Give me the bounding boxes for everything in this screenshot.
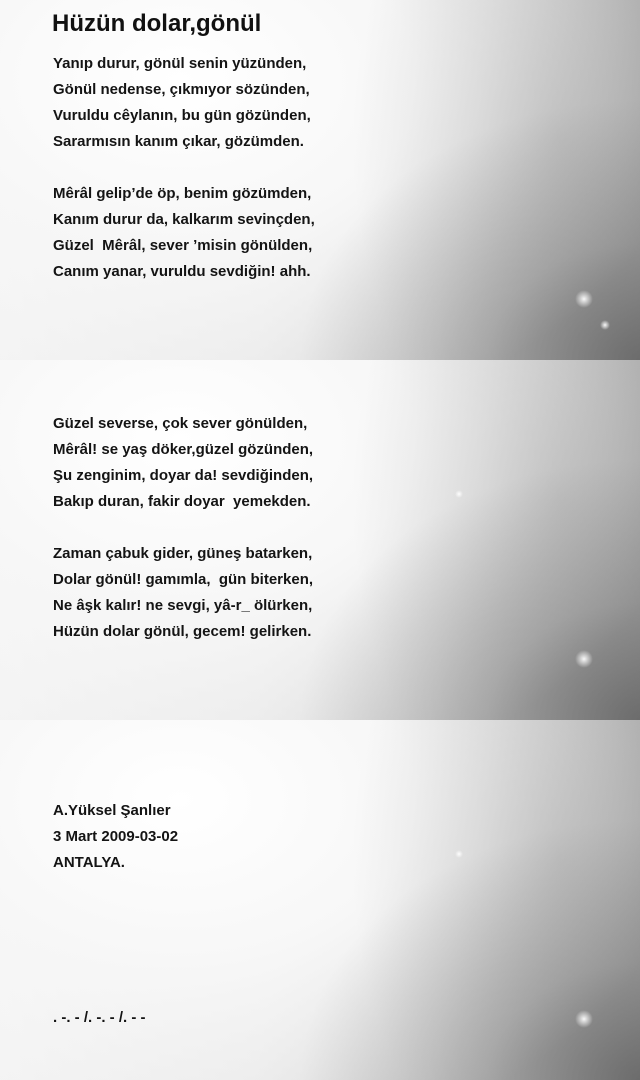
poem-line: Kanım durur da, kalkarım sevinçden, [53, 211, 315, 228]
page-panel-1 [0, 0, 640, 360]
poem-line: Şu zenginim, doyar da! sevdiğinden, [53, 467, 314, 484]
signature-block [53, 798, 178, 876]
sparkle-decoration [575, 1010, 593, 1028]
poem-title: Hüzün dolar,gönül [52, 10, 262, 37]
poem-line: Mêrâl gelip’de öp, benim gözümden, [53, 185, 312, 202]
poem-line: Gönül nedense, çıkmıyor sözünden, [53, 81, 310, 98]
poem-line: Yanıp durur, gönül senin yüzünden, [53, 55, 307, 72]
sparkle-decoration [455, 490, 463, 498]
poem-line: Mêrâl! se yaş döker,güzel gözünden, [53, 441, 314, 458]
poem-line: Sararmısın kanım çıkar, gözümden. [53, 133, 304, 150]
author-name: A.Yüksel Şanlıer [53, 802, 171, 819]
sparkle-decoration [455, 850, 463, 858]
stanza-1 [53, 51, 311, 155]
footer-mark: . -. - /. -. - /. - - [53, 1009, 146, 1026]
poem-place: ANTALYA. [53, 854, 125, 871]
poem-line: Zaman çabuk gider, güneş batarken, [53, 545, 313, 562]
sparkle-decoration [600, 320, 610, 330]
page-panel-2 [0, 360, 640, 720]
poem-line: Ne âşk kalır! ne sevgi, yâ-r_ ölürken, [53, 597, 313, 614]
poem-line: Hüzün dolar gönül, gecem! gelirken. [53, 623, 312, 640]
sparkle-decoration [575, 290, 593, 308]
stanza-2 [53, 181, 315, 285]
stanza-4 [53, 541, 313, 645]
poem-line: Güzel Mêrâl, sever ’misin gönülden, [53, 237, 313, 254]
poem-line: Canım yanar, vuruldu sevdiğin! ahh. [53, 263, 311, 280]
poem-line: Güzel severse, çok sever gönülden, [53, 415, 308, 432]
poem-date: 3 Mart 2009-03-02 [53, 828, 179, 845]
sparkle-decoration [575, 650, 593, 668]
poem-line: Dolar gönül! gamımla, gün biterken, [53, 571, 314, 588]
page-panel-3 [0, 720, 640, 1080]
stanza-3 [53, 411, 313, 515]
poem-line: Vuruldu cêylanın, bu gün gözünden, [53, 107, 311, 124]
poem-line: Bakıp duran, fakir doyar yemekden. [53, 493, 311, 510]
